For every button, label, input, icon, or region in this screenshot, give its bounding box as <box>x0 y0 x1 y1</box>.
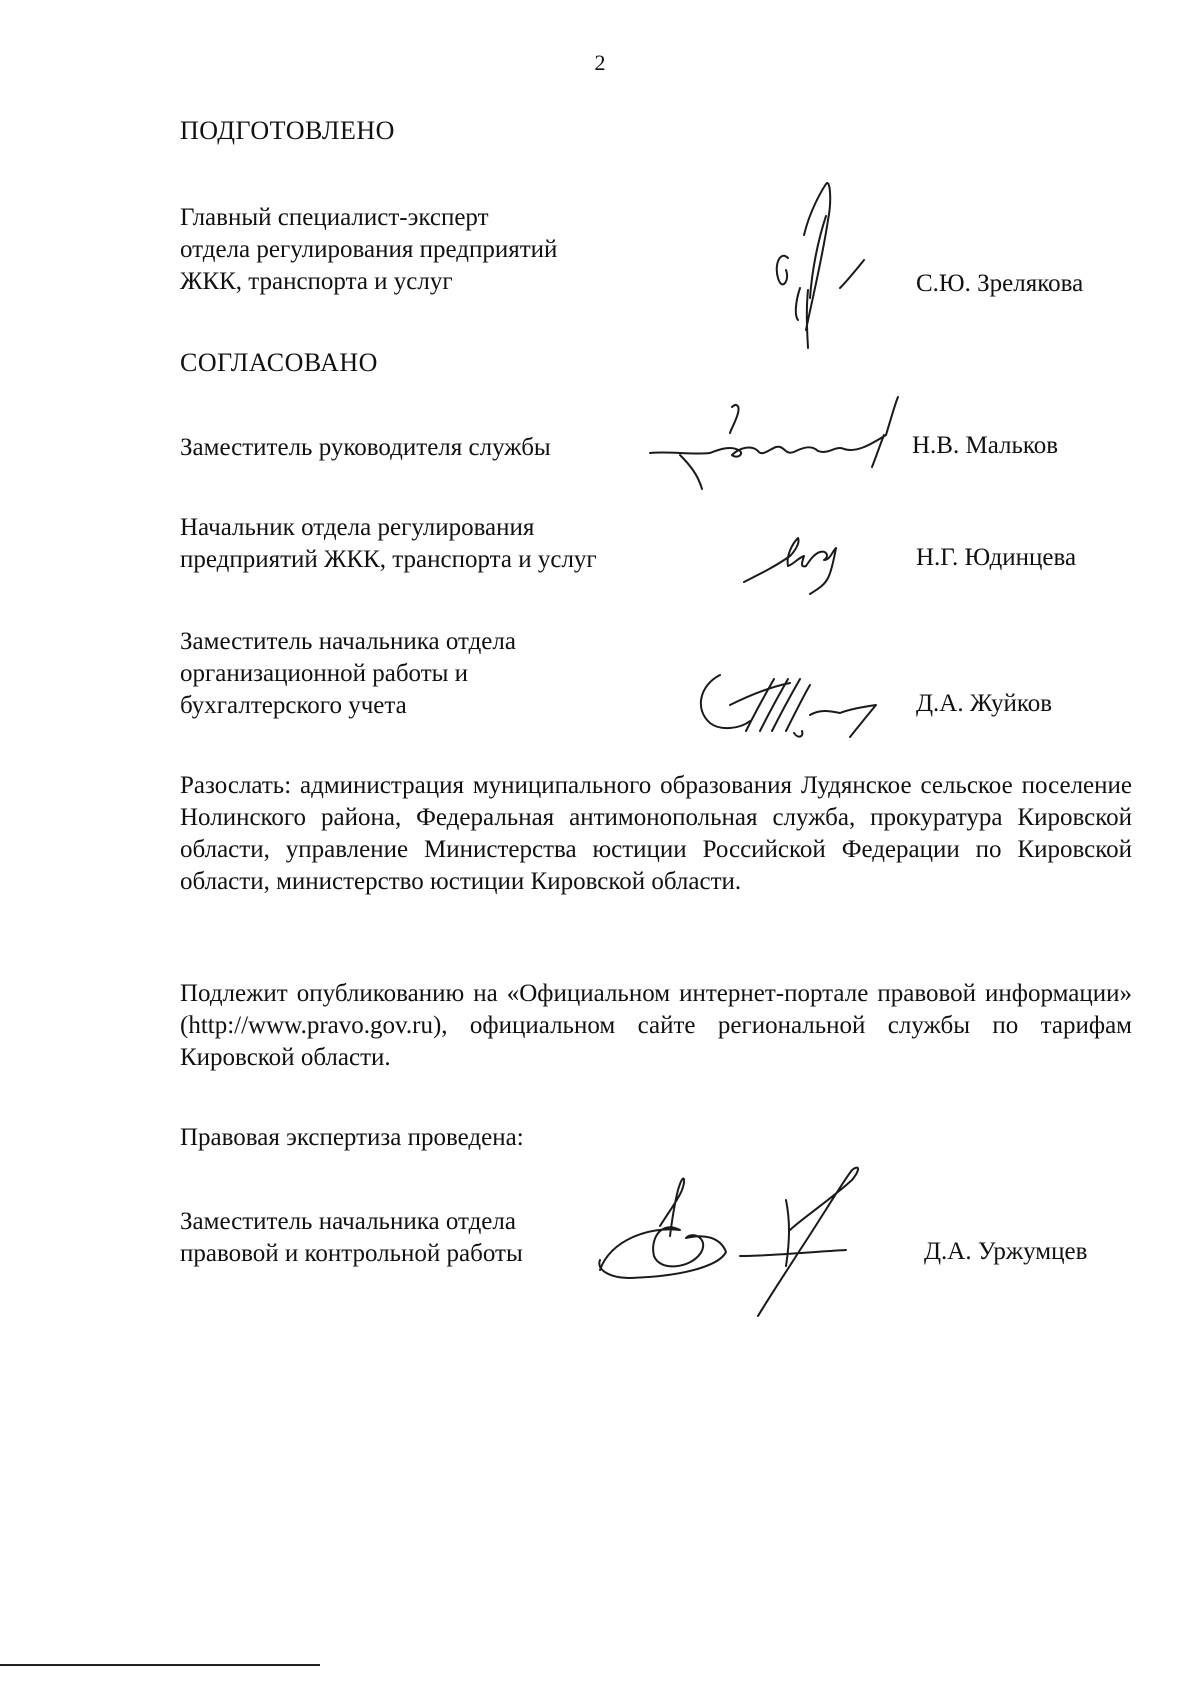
legal-review-position-line-1: Заместитель начальника отдела <box>180 1208 516 1235</box>
agreed-3-position-line-3: бухгалтерского учета <box>180 692 407 719</box>
distribution-paragraph: Разослать: администрация муниципального образования Лудянское сельское поселение Нолинского района, Федеральная антимонопольная служба, прокуратура Кировской области, управление Министерства юстиции Российской Федерации по Кировской области, министерство юстиции Кировской области. <box>180 772 1132 895</box>
agreed-2-position-line-2: предприятий ЖКК, транспорта и услуг <box>180 546 597 573</box>
agreed-3-signature <box>690 665 910 745</box>
prepared-position-line-3: ЖКК, транспорта и услуг <box>180 268 453 295</box>
agreed-heading: СОГЛАСОВАНО <box>180 348 378 377</box>
agreed-3-position-line-2: организационной работы и <box>180 660 469 687</box>
prepared-heading: ПОДГОТОВЛЕНО <box>180 116 395 145</box>
legal-review-heading: Правовая экспертиза проведена: <box>180 1124 524 1151</box>
agreed-1-signatory-name: Н.В. Мальков <box>912 432 1059 459</box>
prepared-signature <box>760 180 880 350</box>
legal-review-position-line-2: правовой и контрольной работы <box>180 1240 523 1267</box>
page-number: 2 <box>594 50 606 75</box>
agreed-3-signatory-name: Д.А. Жуйков <box>916 690 1053 717</box>
legal-review-signature <box>590 1160 910 1320</box>
legal-review-signatory-name: Д.А. Уржумцев <box>924 1238 1088 1265</box>
agreed-1-signature <box>640 395 910 495</box>
agreed-2-signature <box>740 530 860 600</box>
agreed-2-signatory-name: Н.Г. Юдинцева <box>916 544 1077 571</box>
agreed-3-position-line-1: Заместитель начальника отдела <box>180 628 516 655</box>
prepared-position-line-1: Главный специалист-эксперт <box>180 204 489 231</box>
prepared-position-line-2: отдела регулирования предприятий <box>180 236 558 263</box>
footer-rule <box>0 1664 320 1666</box>
agreed-2-position-line-1: Начальник отдела регулирования <box>180 514 535 541</box>
publication-paragraph: Подлежит опубликованию на «Официальном интернет-портале правовой информации» (http://www.pravo.gov.ru), официальном сайте региональной службы по тарифам Кировской области. <box>180 980 1132 1071</box>
prepared-signatory-name: С.Ю. Зрелякова <box>916 270 1084 297</box>
agreed-1-position-line-1: Заместитель руководителя службы <box>180 434 551 461</box>
